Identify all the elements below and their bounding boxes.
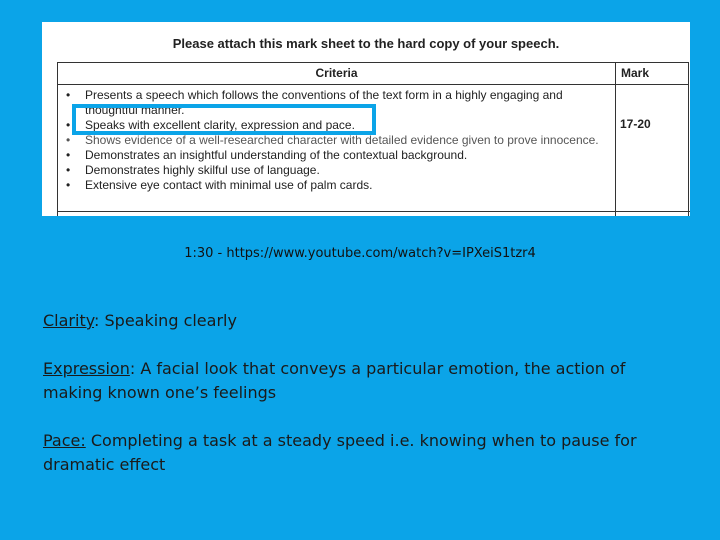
criteria-text: Extensive eye contact with minimal use of palm cards. (85, 178, 373, 192)
bullet-icon: • (66, 88, 71, 102)
bullet-icon: • (66, 163, 71, 177)
definition-text: : Speaking clearly (94, 311, 237, 330)
bullet-icon: • (66, 133, 71, 147)
table-rule (57, 211, 690, 212)
column-divider (615, 63, 616, 216)
video-reference: 1:30 - https://www.youtube.com/watch?v=IPXeiS1tzr4 (184, 246, 536, 261)
highlight-box (72, 104, 376, 135)
criteria-text: Shows evidence of a well-researched character with detailed evidence given to prove innocence. (85, 133, 599, 147)
mark-sheet-image (42, 22, 690, 216)
criteria-item (58, 133, 608, 148)
term-expression: Expression (43, 359, 130, 378)
criteria-text: Speaks with excellent clarity, expression and pace. (85, 118, 355, 132)
definition-text: Completing a task at a steady speed i.e. knowing when to pause for dramatic effect (43, 431, 637, 474)
definitions (43, 309, 663, 501)
term-clarity: Clarity (43, 311, 95, 330)
criteria-item (58, 163, 608, 178)
table-header (58, 63, 688, 85)
criteria-text: Demonstrates an insightful understanding of the contextual background. (85, 148, 468, 162)
term-pace: Pace: (43, 431, 86, 450)
header-criteria: Criteria (315, 66, 358, 80)
criteria-item (58, 148, 608, 163)
sheet-title: Please attach this mark sheet to the hard copy of your speech. (172, 36, 560, 51)
criteria-text: Presents a speech which follows the conventions of the text form in a highly engaging and thoughtful manner. (85, 88, 563, 117)
definition-pace (43, 429, 663, 477)
definition-text: : A facial look that conveys a particular emotion, the action of making known one’s feelings (43, 359, 626, 402)
mark-value: 17-20 (620, 117, 651, 131)
criteria-table (57, 62, 689, 216)
criteria-item (58, 178, 608, 193)
bullet-icon: • (66, 178, 71, 192)
header-mark: Mark (621, 66, 650, 80)
bullet-icon: • (66, 118, 71, 132)
criteria-text: Demonstrates highly skilful use of language. (85, 163, 320, 177)
definition-clarity (43, 309, 663, 333)
bullet-icon: • (66, 148, 71, 162)
definition-expression (43, 357, 663, 405)
